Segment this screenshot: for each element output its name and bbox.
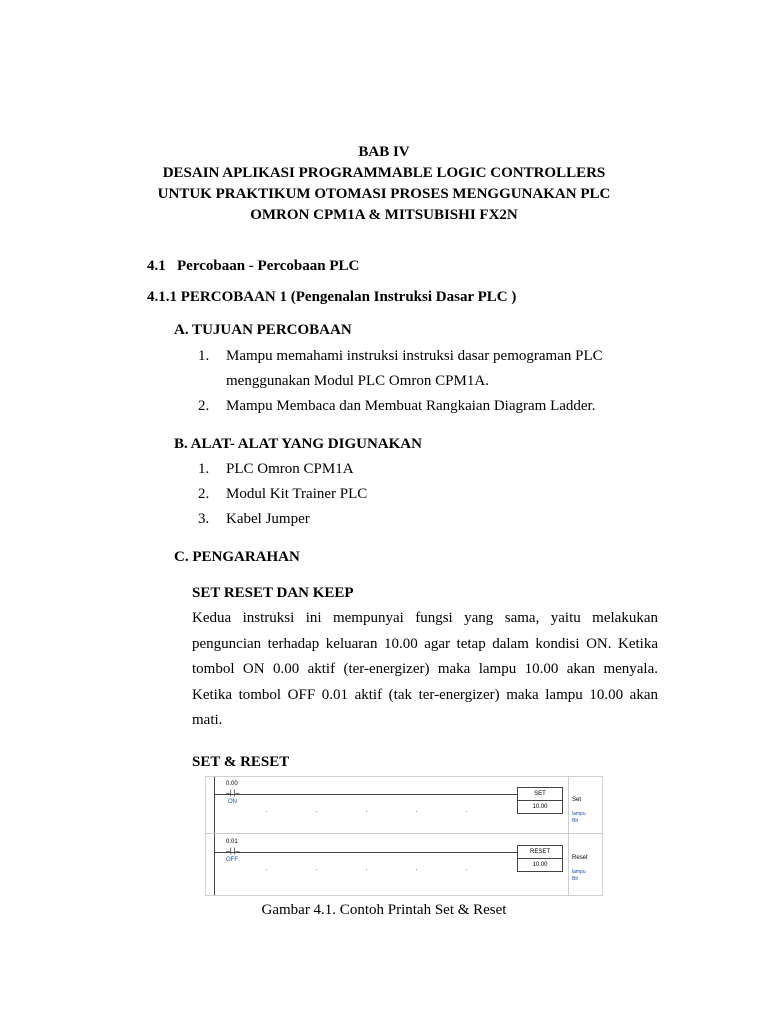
section-number: 4.1: [147, 258, 166, 274]
instruction-name: RESET: [518, 846, 562, 859]
rung-line: [215, 852, 517, 853]
output-comment-2: lampu: [572, 811, 586, 817]
contact-address: 0.00: [226, 781, 238, 787]
contact-label: ON: [228, 799, 237, 805]
list-item: 2. Modul Kit Trainer PLC: [198, 486, 368, 502]
output-comment-3: Bit: [572, 876, 578, 882]
output-comment: Reset: [572, 855, 588, 861]
chapter-title: [0, 142, 768, 226]
subheading-set-reset-keep: SET RESET DAN KEEP: [192, 585, 354, 601]
list-item-continuation: menggunakan Modul PLC Omron CPM1A.: [226, 373, 489, 389]
list-item: 2. Mampu Membaca dan Membuat Rangkaian Diagram Ladder.: [198, 398, 596, 414]
chapter-number: BAB IV: [358, 144, 410, 160]
ladder-diagram: [205, 776, 603, 896]
contact-address: 0.01: [226, 839, 238, 845]
section-heading: [147, 258, 359, 275]
output-comment-3: Bit: [572, 818, 578, 824]
reset-instruction-block: [517, 845, 563, 872]
section-title: Percobaan - Percobaan PLC: [177, 258, 360, 274]
body-paragraph: Kedua instruksi ini mempunyai fungsi yang sama, yaitu melakukan penguncian terhadap keluaran 10.00 agar tetap dalam kondisi ON. Ketika tombol ON 0.00 aktif (ter-energizer) maka lampu 10.00 akan menyala. Ketika tombol OFF 0.01 aktif (tak ter-energizer) maka lampu 10.00 akan mati.: [192, 610, 658, 728]
contact-label: OFF: [226, 857, 238, 863]
figure-caption: Gambar 4.1. Contoh Printah Set & Reset: [261, 902, 507, 918]
rung-separator: [206, 833, 602, 834]
heading-pengarahan: C. PENGARAHAN: [174, 549, 300, 565]
heading-tujuan: A. TUJUAN PERCOBAAN: [174, 322, 352, 338]
instruction-operand: 10.00: [532, 804, 548, 810]
heading-alat: B. ALAT- ALAT YANG DIGUNAKAN: [174, 436, 422, 452]
comment-column-divider: [568, 777, 569, 895]
instruction-name: SET: [518, 788, 562, 801]
output-comment-2: lampu: [572, 869, 586, 875]
instruction-operand: 10.00: [532, 862, 548, 868]
chapter-title-line-1: DESAIN APLIKASI PROGRAMMABLE LOGIC CONTROLLERS: [162, 165, 606, 181]
chapter-title-line-3: OMRON CPM1A & MITSUBISHI FX2N: [250, 207, 518, 223]
list-item: 1. Mampu memahami instruksi instruksi dasar pemograman PLC: [198, 348, 603, 364]
set-instruction-block: [517, 787, 563, 814]
rung-line: [215, 794, 517, 795]
list-item: 1. PLC Omron CPM1A: [198, 461, 354, 477]
subsection-heading: 4.1.1 PERCOBAAN 1 (Pengenalan Instruksi Dasar PLC ): [147, 289, 517, 305]
list-item: 3. Kabel Jumper: [198, 511, 310, 527]
output-comment: Set: [572, 797, 582, 803]
chapter-title-line-2: UNTUK PRAKTIKUM OTOMASI PROSES MENGGUNAKAN PLC: [157, 186, 611, 202]
figure-heading: SET & RESET: [192, 754, 290, 770]
